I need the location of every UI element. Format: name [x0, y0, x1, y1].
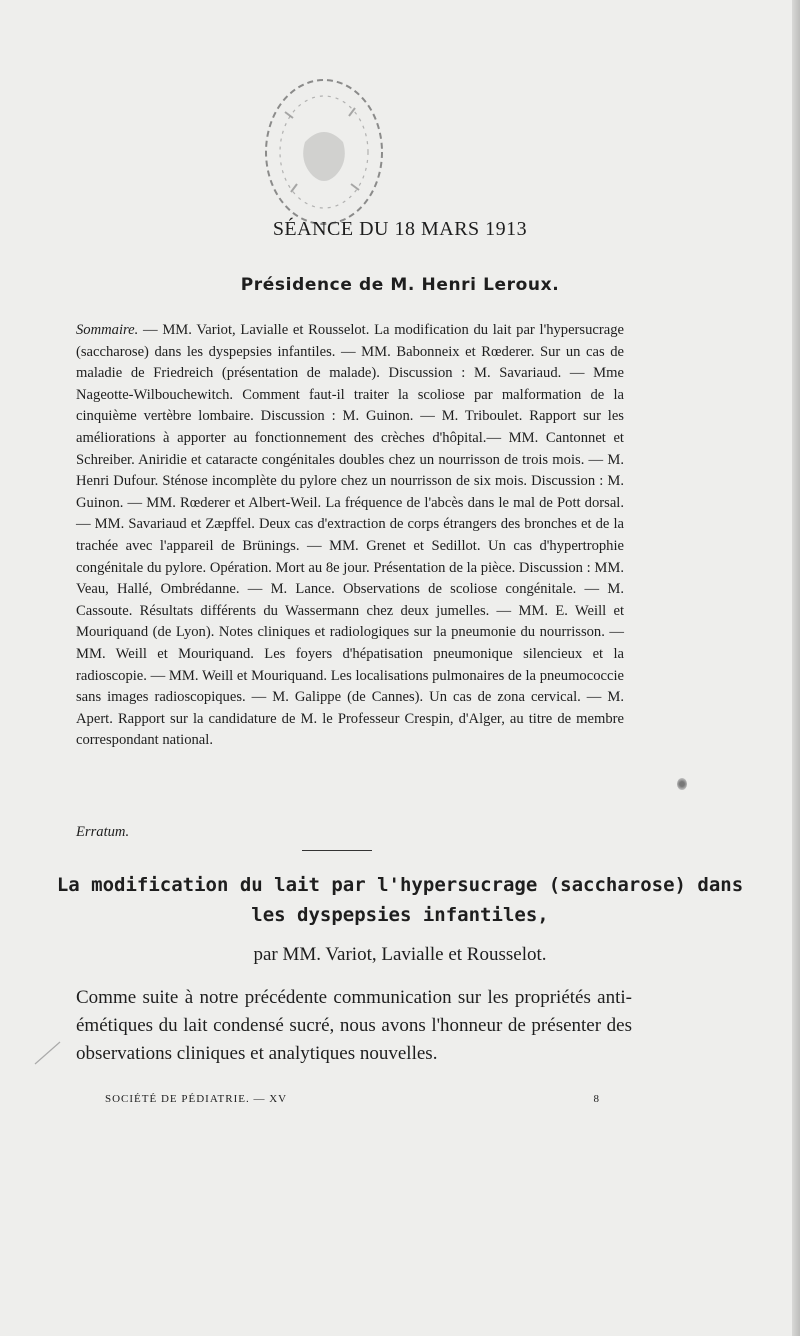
margin-ink-mark — [677, 778, 687, 790]
presidence-line: Présidence de M. Henri Leroux. — [240, 275, 560, 295]
library-stamp-icon — [255, 72, 393, 232]
sommaire-paragraph — [76, 320, 624, 752]
page-footer — [105, 1093, 600, 1105]
footer-journal: SOCIÉTÉ DE PÉDIATRIE. — XV — [105, 1093, 288, 1105]
sommaire-label: Sommaire. — [76, 322, 139, 338]
seance-heading: SÉANCE DU 18 MARS 1913 — [272, 218, 528, 240]
page-number: 8 — [593, 1093, 600, 1105]
article-body: Comme suite à notre précédente communication sur les propriétés anti-émétiques du lait condensé sucré, nous avons l'honneur de présenter des observations cliniques et analytiques nouvelles. — [76, 987, 632, 1064]
sommaire-text: — MM. Variot, Lavialle et Rousselot. La modification du lait par l'hypersucrage (saccharose) dans les dyspepsies infantiles. — MM. Babonneix et Rœderer. Sur un cas de maladie de Friedreich (présentation de malade). Discussion : M. Savariaud. — Mme Nageotte-Wilbouchewitch. Comment faut-il traiter la scoliose par malformation de la cinquième vertèbre lombaire. Discussion : M. Guinon. — M. Triboulet. Rapport sur les améliorations à apporter au fonctionnement des crèches d'hôpital.— MM. Cantonnet et Schreiber. Aniridie et cataracte congénitales doubles chez un nourrisson de trois mois. — M. Henri Dufour. Sténose incomplète du pylore chez un nourrisson de six mois. Discussion : M. Guinon. — MM. Rœderer et Albert-Weil. La fréquence de l'abcès dans le mal de Pott dorsal. — MM. Savariaud et Zæpffel. Deux cas d'extraction de corps étrangers des bronches et de la trachée avec l'appareil de Brünings. — MM. Grenet et Sedillot. Un cas d'hypertrophie congénitale du pylore. Opération. Mort au 8e jour. Présentation de la pièce. Discussion : MM. Veau, Hallé, Ombrédanne. — M. Lance. Observations de scoliose congénitale. — M. Cassoute. Résultats différents du Wassermann chez deux jumelles. — MM. E. Weill et Mouriquand (de Lyon). Notes cliniques et radiologiques sur la pneumonie du nourrisson. — MM. Weill et Mouriquand. Les foyers d'hépatisation pneumonique silencieux et la radioscopie. — MM. Weill et Mouriquand. Les localisations pulmonaires de la pneumococcie sans images radioscopiques. — M. Galippe (de Cannes). Un cas de zona cervical. — M. Apert. Rapport sur la candidature de M. le Professeur Crespin, d'Alger, au titre de membre correspondant national. — [76, 322, 624, 749]
article-authors: par MM. Variot, Lavialle et Rousselot. — [253, 944, 547, 965]
section-divider — [302, 850, 372, 851]
page-edge — [792, 0, 800, 1336]
article-title: La modification du lait par l'hypersucrage (saccharose) dans les dyspepsies infantiles, — [56, 874, 744, 926]
erratum-label: Erratum. — [76, 824, 130, 840]
pencil-mark-icon — [32, 1040, 62, 1066]
